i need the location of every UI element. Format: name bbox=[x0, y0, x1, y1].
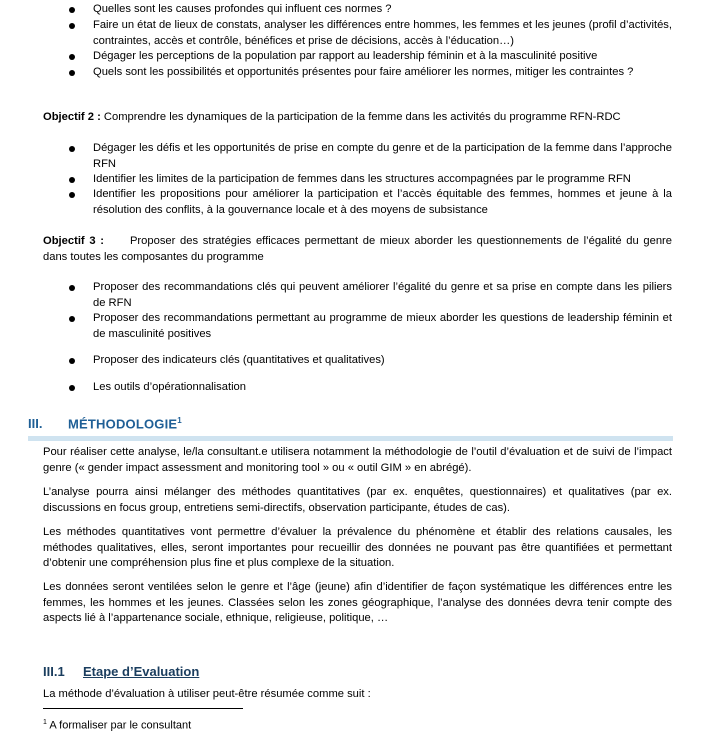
subsection-intro: La méthode d’évaluation à utiliser peut-être résumée comme suit : bbox=[43, 688, 371, 700]
section-divider bbox=[28, 436, 673, 441]
subsection-title: Etape d’Evaluation bbox=[83, 664, 200, 679]
paragraph: Pour réaliser cette analyse, le/la consultant.e utilisera notamment la méthodologie de l’outil d’évaluation et de suivi de l’impact genre (« gender impact assessment and monitoring tool » ou « outil GIM » en abrégé). bbox=[43, 446, 672, 474]
paragraph: Les méthodes quantitatives vont permettre d’évaluer la prévalence du phénomène et établir des relations causales, les méthodes qualitatives, elles, seront importantes pour recueillir des données ne pouvant pas être quantifiées et permettant d’obtenir une compréhension plus fine et plus complexe de la situation. bbox=[43, 526, 672, 569]
footnote-ref[interactable]: 1 bbox=[177, 416, 182, 425]
objectif-3-label: Objectif 3 : bbox=[43, 235, 104, 247]
list-item-text: Proposer des recommandations clés qui peuvent améliorer l’égalité du genre et sa prise en compte dans les piliers de RFN bbox=[93, 281, 672, 309]
footnote bbox=[43, 716, 191, 733]
list-item-text: Identifier les limites de la participation de femmes dans les structures accompagnées par le programme RFN bbox=[93, 173, 631, 185]
section-title-text: MÉTHODOLOGIE bbox=[68, 416, 178, 432]
bullet-icon bbox=[69, 358, 75, 364]
objectif-2-text: Comprendre les dynamiques de la participation de la femme dans les activités du programme RFN-RDC bbox=[103, 111, 621, 123]
paragraph: L’analyse pourra ainsi mélanger des méthodes quantitatives (par ex. enquêtes, questionnaires) et qualitatives (par ex. discussions en focus group, entretiens semi-directifs, observation participante, études de cas). bbox=[43, 486, 672, 514]
footnote-divider bbox=[43, 708, 243, 709]
list-item-text: Quelles sont les causes profondes qui influent ces normes ? bbox=[93, 3, 392, 15]
objectif-2-label: Objectif 2 : bbox=[43, 111, 101, 123]
list-item-text: Les outils d’opérationnalisation bbox=[93, 381, 246, 393]
objectif-3-heading bbox=[43, 234, 672, 265]
bullet-icon bbox=[69, 23, 75, 29]
bullet-icon bbox=[69, 7, 75, 13]
bullet-icon bbox=[69, 54, 75, 60]
list-item-text: Identifier les propositions pour améliorer la participation et l’accès équitable des femmes, hommes et jeune à la résolution des conflits, à la gouvernance locale et à des moyens de subsistance bbox=[93, 188, 672, 216]
list-item-text: Dégager les défis et les opportunités de prise en compte du genre et de la participation de la femme dans l’approche RFN bbox=[93, 142, 672, 170]
list-item-text: Proposer des indicateurs clés (quantitatives et qualitatives) bbox=[93, 354, 385, 366]
footnote-number: 1 bbox=[43, 719, 47, 726]
bullet-icon bbox=[69, 146, 75, 152]
list-item-text: Dégager les perceptions de la population par rapport au leadership féminin et à la masculinité positive bbox=[93, 50, 598, 62]
section-title bbox=[68, 416, 182, 431]
footnote-text: A formaliser par le consultant bbox=[49, 719, 192, 732]
list-item-text: Quels sont les possibilités et opportunités présentes pour faire améliorer les normes, mitiger les contraintes ? bbox=[93, 66, 634, 78]
bullet-icon bbox=[69, 192, 75, 198]
section-number: III. bbox=[28, 416, 43, 431]
bullet-icon bbox=[69, 385, 75, 391]
list-item-text: Proposer des recommandations permettant au programme de mieux aborder les questions de leadership féminin et de masculinité positives bbox=[93, 312, 672, 340]
bullet-icon bbox=[69, 316, 75, 322]
subsection-number: III.1 bbox=[43, 664, 65, 679]
objectif-2-heading bbox=[43, 110, 672, 126]
paragraph: Les données seront ventilées selon le genre et l’âge (jeune) afin d’identifier de façon systématique les différences entre les femmes, les hommes et les jeunes. Classées selon les zones géographique, l’analyse des données devra tenir compte des aspects lié à l’appartenance sociale, ethnique, religieuse, politique, … bbox=[43, 581, 672, 624]
bullet-icon bbox=[69, 177, 75, 183]
objectif-3-text: Proposer des stratégies efficaces permettant de mieux aborder les questionnements de l’égalité du genre dans toutes les composantes du programme bbox=[43, 235, 673, 263]
bullet-icon bbox=[69, 70, 75, 76]
bullet-icon bbox=[69, 285, 75, 291]
list-item-text: Faire un état de lieux de constats, analyser les différences entre hommes, les femmes et les jeunes (profil d’activités, contraintes, accès et contrôle, bénéfices et prise de décisions, accès à l’éducation…) bbox=[93, 19, 672, 47]
